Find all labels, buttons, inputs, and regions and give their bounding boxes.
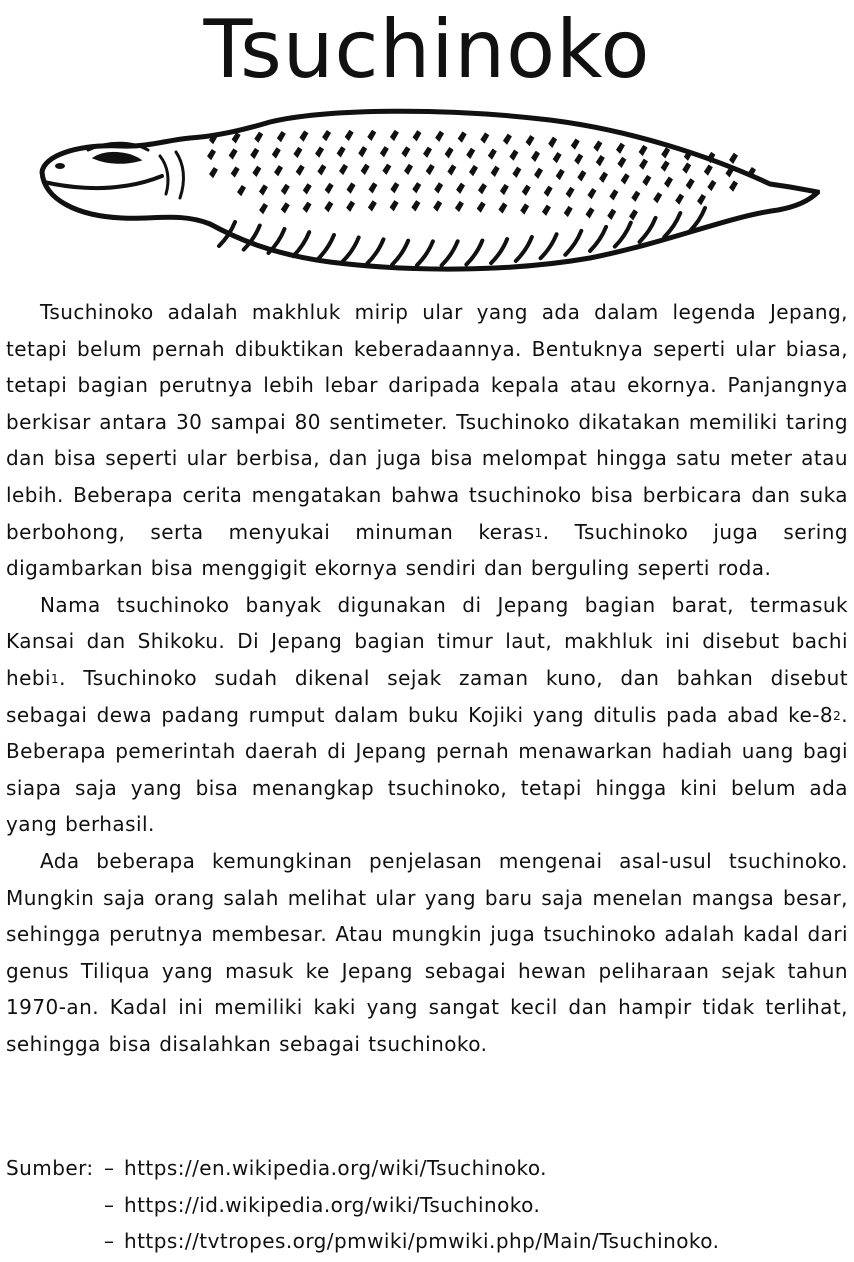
paragraph-text: Ada beberapa kemungkinan penjelasan mengenai asal-usul tsuchinoko. Mungkin saja orang salah melihat ular yang baru saja menelan mangsa besar, sehingga perutnya membesar. Atau mungkin juga tsuchinoko adalah kadal dari genus Tiliqua yang masuk ke Jepang sebagai hewan peliharaan sejak tahun 1970-an. Kadal ini memiliki kaki yang sangat kecil dan hampir tidak terlihat, sehingga bisa disalahkan sebagai tsuchinoko. [6, 848, 848, 1056]
sources-label: Sumber: [6, 1156, 94, 1180]
tsuchinoko-illustration [30, 100, 820, 280]
snake-nostril [55, 163, 65, 169]
source-row [6, 1187, 848, 1224]
sources-section [6, 1150, 848, 1260]
list-dash: – [104, 1192, 115, 1217]
source-row [6, 1150, 848, 1187]
snake-scale [730, 154, 737, 163]
article-body [6, 294, 848, 1062]
footnote-marker: 1 [51, 671, 60, 686]
paragraph [6, 294, 848, 587]
paragraph [6, 587, 848, 843]
source-link[interactable]: https://id.wikipedia.org/wiki/Tsuchinoko. [124, 1192, 541, 1217]
source-link[interactable]: https://tvtropes.org/pmwiki/pmwiki.php/Main/Tsuchinoko. [124, 1229, 720, 1254]
list-dash: – [104, 1229, 115, 1254]
paragraph-text: . Tsuchinoko sudah dikenal sejak zaman kuno, dan bahkan disebut sebagai dewa padang rumput dalam buku Kojiki yang ditulis pada abad ke-8 [6, 665, 848, 727]
sources-indent [6, 1223, 104, 1260]
page-title: Tsuchinoko [203, 3, 651, 96]
footnote-marker: 1 [534, 525, 543, 540]
sources-indent [6, 1187, 104, 1224]
paragraph [6, 843, 848, 1063]
list-dash: – [104, 1156, 115, 1180]
footnote-marker: 2 [833, 708, 842, 723]
paragraph-text: . Beberapa pemerintah daerah di Jepang pernah menawarkan hadiah uang bagi siapa saja yang bisa menangkap tsuchinoko, tetapi hingga kini belum ada yang berhasil. [6, 702, 848, 837]
paragraph-text: Tsuchinoko adalah makhluk mirip ular yang ada dalam legenda Jepang, tetapi belum pernah dibuktikan keberadaannya. Bentuknya seperti ular biasa, tetapi bagian perutnya lebih lebar daripada kepala atau ekornya. Panjangnya berkisar antara 30 sampai 80 sentimeter. Tsuchinoko dikatakan memiliki taring dan bisa seperti ular berbisa, dan juga bisa melompat hingga satu meter atau lebih. Beberapa cerita mengatakan bahwa tsuchinoko bisa berbicara dan suka berbohong, serta menyukai minuman keras [6, 300, 848, 544]
paragraph-text: Nama tsuchinoko banyak digunakan di Jepang bagian barat, termasuk Kansai dan Shikoku. Di Jepang bagian timur laut, makhluk ini disebut bachi hebi [6, 592, 848, 690]
source-row [6, 1223, 848, 1260]
paragraph-text: . Tsuchinoko juga sering digambarkan bisa menggigit ekornya sendiri dan berguling seperti roda. [6, 519, 848, 581]
source-link[interactable]: https://en.wikipedia.org/wiki/Tsuchinoko. [124, 1156, 547, 1180]
